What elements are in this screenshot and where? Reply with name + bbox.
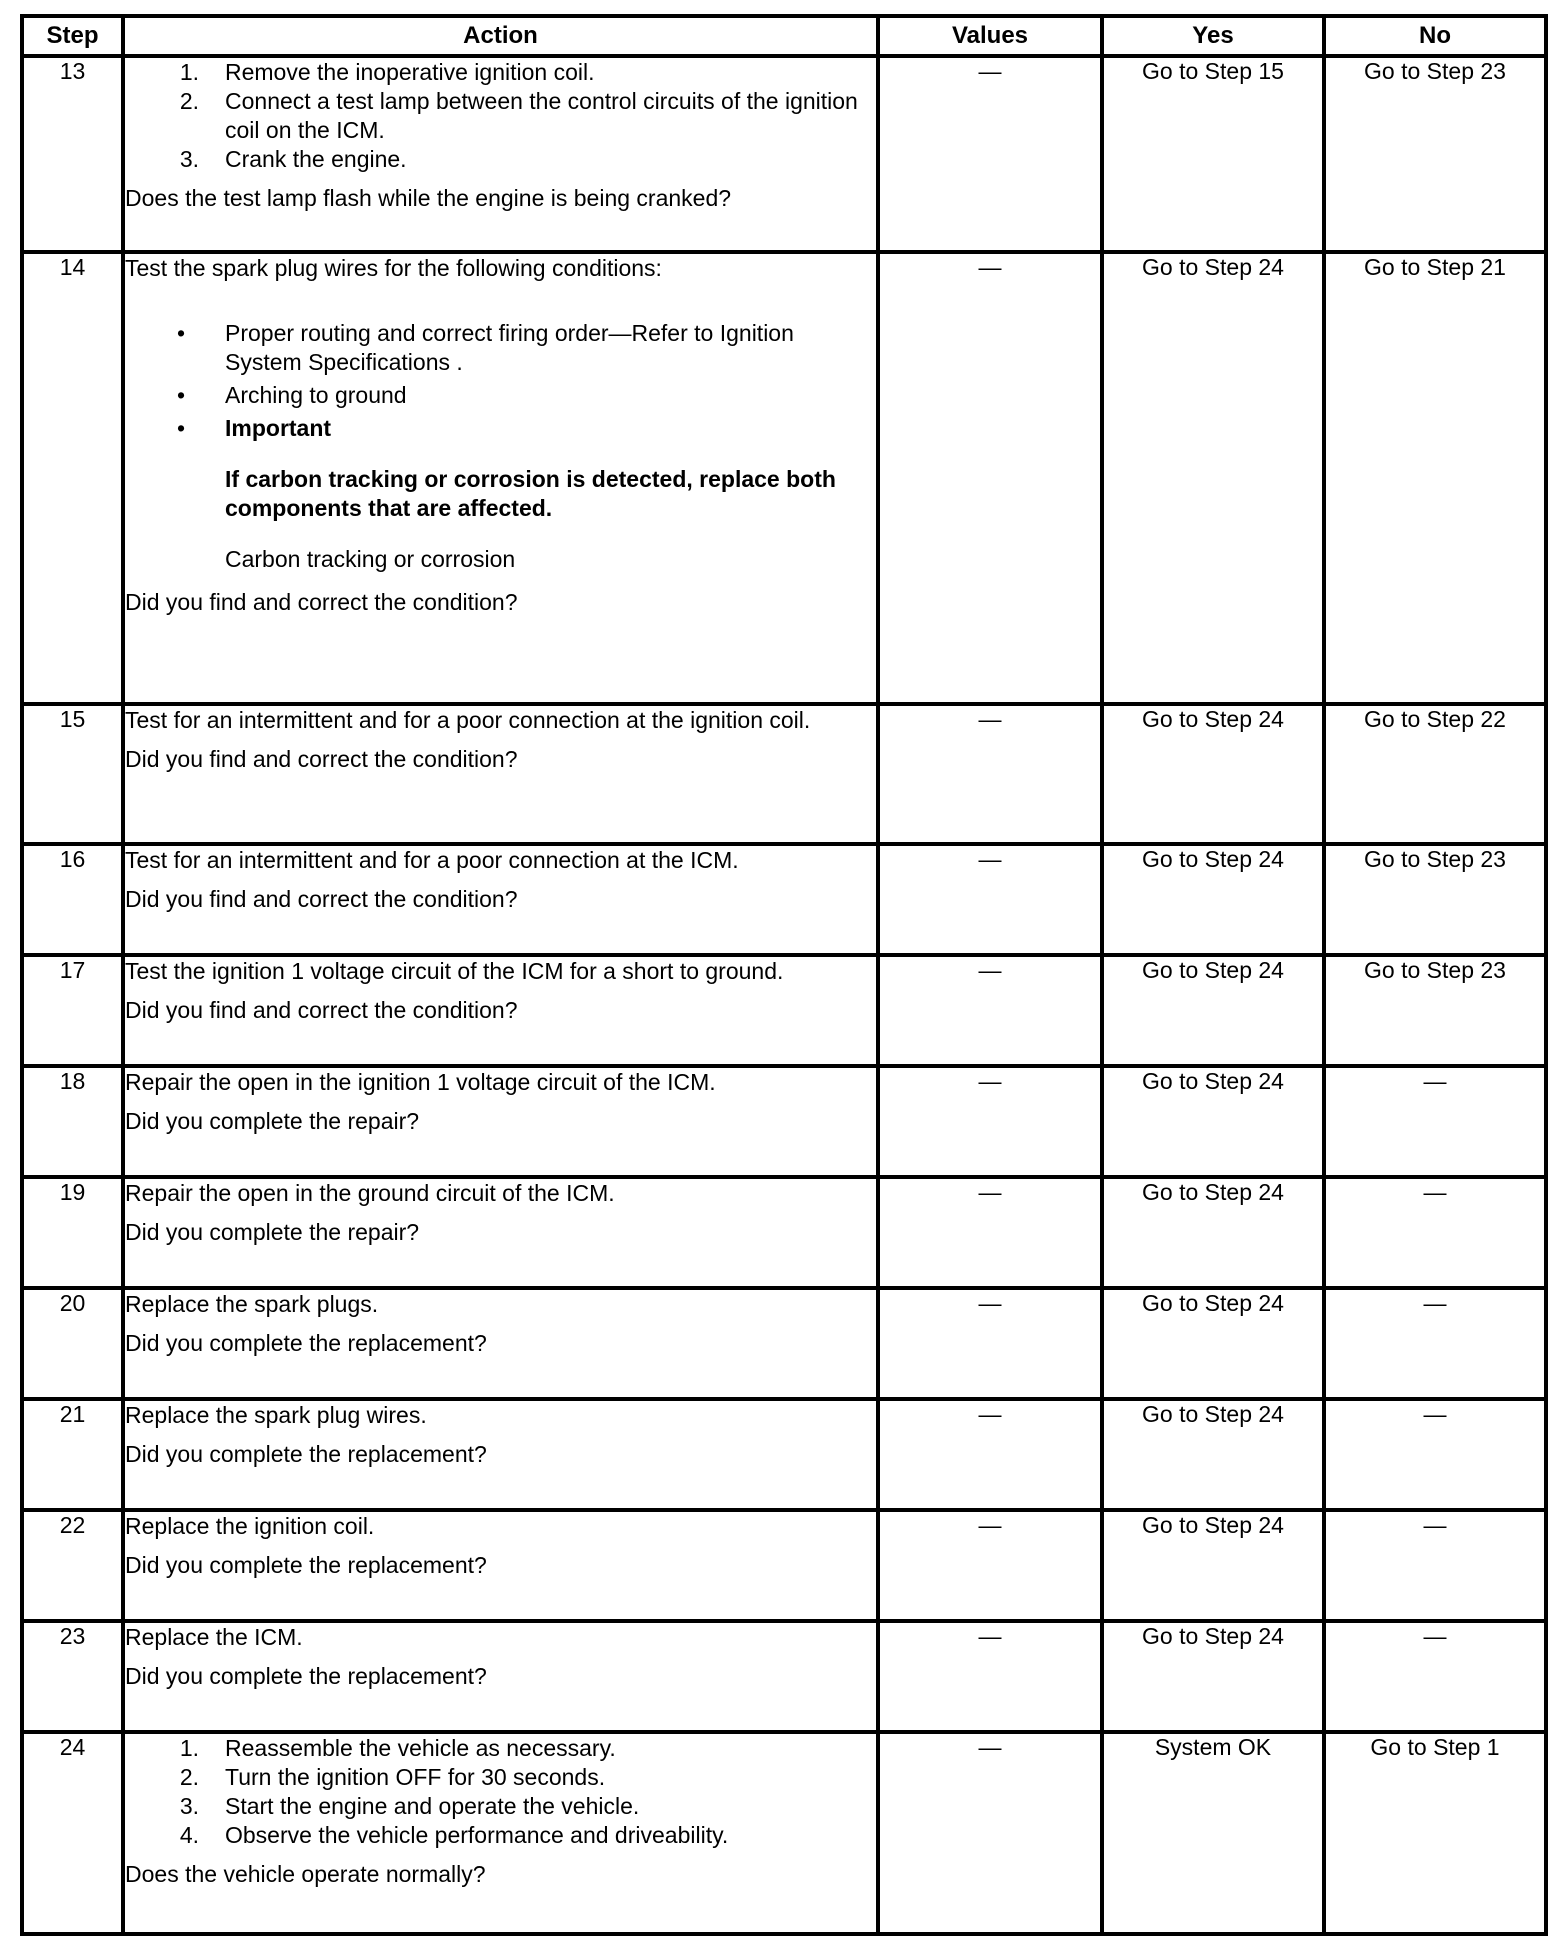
yes-cell: Go to Step 24 [1102,1510,1324,1621]
header-yes: Yes [1102,16,1324,56]
list-item: 2. Turn the ignition OFF for 30 seconds. [179,1764,606,1790]
list-item: • Proper routing and correct firing order—Refer to Ignition System Specifications . [177,320,794,375]
header-values: Values [878,16,1102,56]
value-cell: — [878,1510,1102,1621]
step-number: 19 [22,1177,123,1288]
yes-cell: Go to Step 24 [1102,1399,1324,1510]
action-cell [123,844,878,955]
bullet-list [125,319,876,574]
list-item: 1. Reassemble the vehicle as necessary. [179,1735,616,1761]
action-text: Test for an intermittent and for a poor connection at the ICM. [125,847,739,873]
action-cell [123,704,878,844]
yes-cell: Go to Step 15 [1102,56,1324,252]
step-number: 23 [22,1621,123,1732]
no-cell: Go to Step 23 [1324,56,1546,252]
value-cell: — [878,1177,1102,1288]
yes-cell: System OK [1102,1732,1324,1934]
table-row [22,955,1546,1066]
value-cell: — [878,1066,1102,1177]
question-text: Does the test lamp flash while the engine is being cranked? [125,185,732,211]
question-text: Did you complete the replacement? [125,1552,487,1578]
list-item: 4. Observe the vehicle performance and driveability. [179,1822,729,1848]
step-number: 15 [22,704,123,844]
action-text: Replace the ignition coil. [125,1513,375,1539]
no-cell: Go to Step 21 [1324,252,1546,704]
question-text: Did you complete the replacement? [125,1330,487,1356]
no-cell: — [1324,1621,1546,1732]
no-cell: — [1324,1066,1546,1177]
table-row [22,1510,1546,1621]
no-cell: — [1324,1399,1546,1510]
action-text: Replace the spark plugs. [125,1291,379,1317]
action-cell [123,1288,878,1399]
action-cell [123,1177,878,1288]
yes-cell: Go to Step 24 [1102,1621,1324,1732]
action-cell [123,1066,878,1177]
action-text: Replace the spark plug wires. [125,1402,427,1428]
step-number: 20 [22,1288,123,1399]
yes-cell: Go to Step 24 [1102,704,1324,844]
no-cell: — [1324,1288,1546,1399]
no-cell: Go to Step 23 [1324,844,1546,955]
value-cell: — [878,1399,1102,1510]
action-cell [123,1621,878,1732]
question-text: Did you find and correct the condition? [125,886,518,912]
step-number: 22 [22,1510,123,1621]
list-item: 1. Remove the inoperative ignition coil. [179,59,595,85]
action-text: Replace the ICM. [125,1624,303,1650]
value-cell: — [878,1288,1102,1399]
header-row [22,16,1546,56]
value-cell: — [878,704,1102,844]
step-number: 16 [22,844,123,955]
step-number: 14 [22,252,123,704]
list-item: • Important If carbon tracking or corrosion is detected, replace both components that are affected. Carbon tracking or corrosion [125,414,876,574]
step-number: 18 [22,1066,123,1177]
yes-cell: Go to Step 24 [1102,1177,1324,1288]
no-cell: Go to Step 1 [1324,1732,1546,1934]
table-row [22,844,1546,955]
sub-text: Carbon tracking or corrosion [225,546,516,572]
value-cell: — [878,1621,1102,1732]
question-text: Did you complete the repair? [125,1108,420,1134]
step-number: 13 [22,56,123,252]
no-cell: — [1324,1177,1546,1288]
value-cell: — [878,844,1102,955]
action-cell [123,1732,878,1934]
diagnostic-table [20,14,1548,1936]
intro-text: Test the spark plug wires for the following conditions: [125,255,662,281]
list-item: 3. Start the engine and operate the vehicle. [179,1793,640,1819]
header-step: Step [22,16,123,56]
question-text: Did you find and correct the condition? [125,746,518,772]
yes-cell: Go to Step 24 [1102,955,1324,1066]
value-cell: — [878,56,1102,252]
value-cell: — [878,1732,1102,1934]
no-cell: Go to Step 23 [1324,955,1546,1066]
table-row [22,1177,1546,1288]
table-row [22,1399,1546,1510]
step-number: 24 [22,1732,123,1934]
list-item: 2. Connect a test lamp between the control circuits of the ignition coil on the ICM. [179,88,858,143]
header-no: No [1324,16,1546,56]
action-cell [123,252,878,704]
table-row [22,704,1546,844]
numbered-list [125,58,876,174]
table-row [22,1288,1546,1399]
important-note: If carbon tracking or corrosion is detected, replace both components that are affected. [225,466,836,521]
header-action: Action [123,16,878,56]
yes-cell: Go to Step 24 [1102,844,1324,955]
no-cell: Go to Step 22 [1324,704,1546,844]
question-text: Does the vehicle operate normally? [125,1861,486,1887]
table-row [22,1621,1546,1732]
action-cell [123,1510,878,1621]
value-cell: — [878,252,1102,704]
table-row [22,56,1546,252]
action-text: Repair the open in the ignition 1 voltage circuit of the ICM. [125,1069,716,1095]
table-row [22,1732,1546,1934]
step-number: 21 [22,1399,123,1510]
list-item: 3. Crank the engine. [179,146,407,172]
action-cell [123,1399,878,1510]
list-item: • Arching to ground [177,382,407,408]
question-text: Did you complete the replacement? [125,1663,487,1689]
question-text: Did you find and correct the condition? [125,589,518,615]
important-label: Important [225,415,332,441]
yes-cell: Go to Step 24 [1102,1066,1324,1177]
action-text: Test the ignition 1 voltage circuit of the ICM for a short to ground. [125,958,784,984]
action-cell [123,56,878,252]
table-row [22,252,1546,704]
yes-cell: Go to Step 24 [1102,252,1324,704]
value-cell: — [878,955,1102,1066]
question-text: Did you complete the repair? [125,1219,420,1245]
action-text: Test for an intermittent and for a poor connection at the ignition coil. [125,707,811,733]
step-number: 17 [22,955,123,1066]
question-text: Did you complete the replacement? [125,1441,487,1467]
action-text: Repair the open in the ground circuit of the ICM. [125,1180,615,1206]
question-text: Did you find and correct the condition? [125,997,518,1023]
numbered-list [125,1734,876,1850]
table-row [22,1066,1546,1177]
no-cell: — [1324,1510,1546,1621]
yes-cell: Go to Step 24 [1102,1288,1324,1399]
action-cell [123,955,878,1066]
